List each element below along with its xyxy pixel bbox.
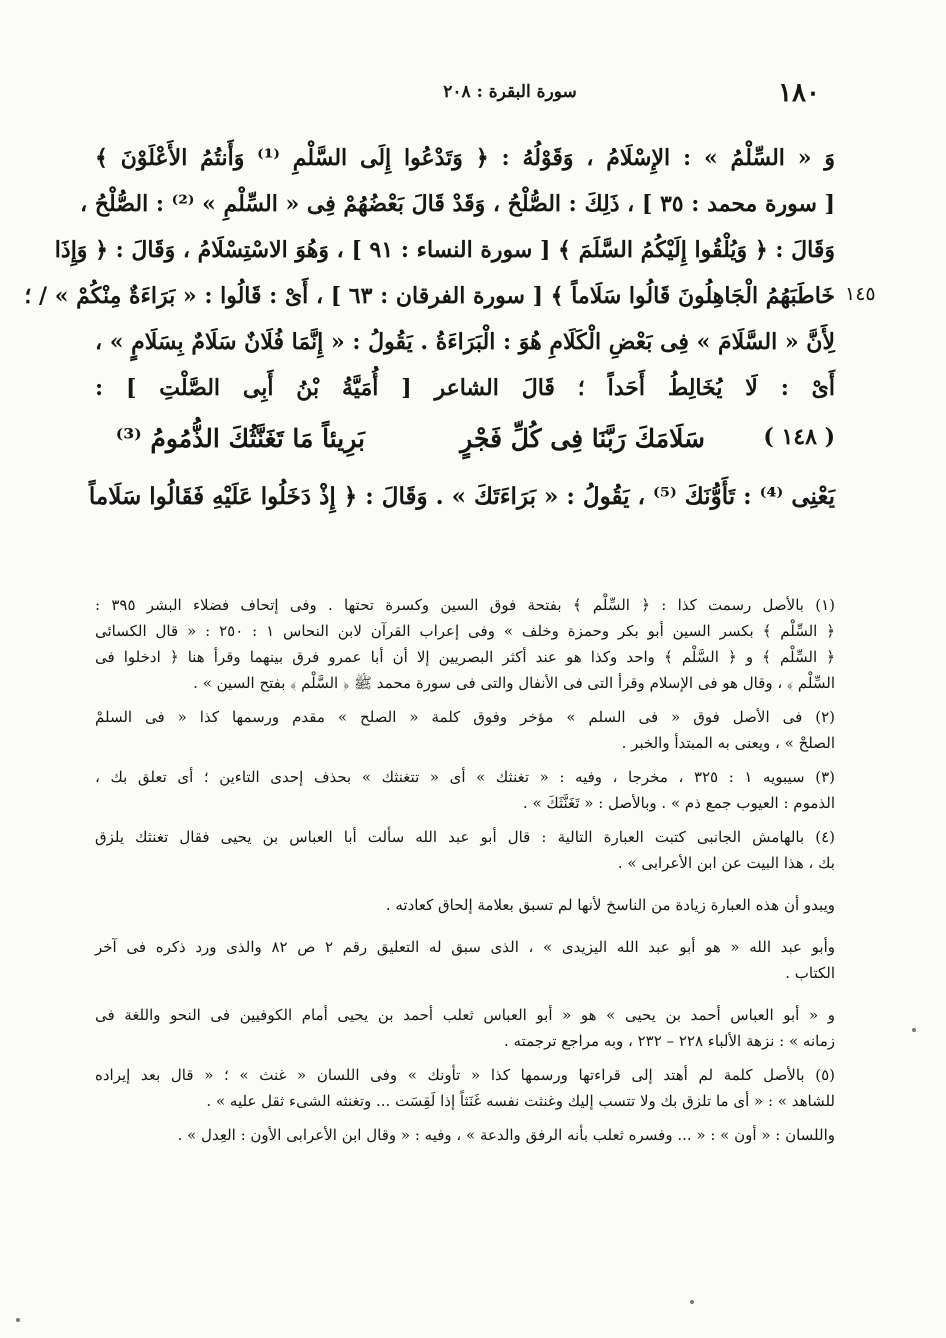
footnote-line: (٥) بالأصل كلمة لم أهتد إلى قراءتها ورسمها كذا « تأونك » وفى اللسان « غنث » ؛ « قال بعد إيراده: [95, 1066, 835, 1084]
running-head: سورة البقرة : ٢٠٨: [443, 82, 577, 102]
scan-speck: [912, 1028, 916, 1032]
main-line-after-verse: يَعْنِى ⁽⁴⁾ : تَأَوُّنَكَ ⁽⁵⁾ ، يَقُولُ : « بَرَاءَتَكَ » . وَقَالَ : ﴿ إِذْ دَخَلُوا عَلَيْهِ فَقَالُوا سَلَاماً: [88, 483, 835, 510]
footnotes: [95, 592, 835, 1148]
poetry-verse: [95, 418, 835, 468]
main-line: خَاطَبَهُمُ الْجَاهِلُونَ قَالُوا سَلَاماً ﴾ [ سورة الفرقان : ٦٣ ] ، أَىْ : قَالُوا : « بَرَاءَةٌ مِنْكُمْ » / ؛: [24, 283, 835, 309]
main-line: وَقَالَ : ﴿ وَيُلْقُوا إِلَيْكُمُ السَّلَمَ ﴾ [ سورة النساء : ٩١ ] ، وَهُوَ الاسْتِسْلَامُ ، وَقَالَ : ﴿ وَإِذَا: [54, 237, 835, 263]
footnote-line: (٤) بالهامش الجانبى كتبت العبارة التالية : قال أبو عبد الله سألت أبا العباس بن يحيى فقال تغنثك يلزق: [95, 828, 835, 846]
verse-first-hemistich: سَلَامَكَ رَبَّنَا فِى كُلِّ فَجْرٍ: [460, 424, 705, 453]
verse-number: ( ١٤٨ ): [763, 424, 835, 450]
footnote-line: (٢) فى الأصل فوق « فى السلم » مؤخر وفوق كلمة « الصلح » مقدم ورسمها كذا « فى السلمْ: [95, 708, 835, 726]
page-number: ١٨٠: [778, 78, 820, 108]
footnote-line: الكتاب .: [785, 964, 835, 982]
footnote-line: وأبو عبد الله « هو أبو عبد الله اليزيدى » ، الذى سبق له التعليق رقم ٢ ص ٨٢ والذى ورد ذكره فى آخر: [95, 938, 836, 956]
footnote-line: الذموم : العيوب جمع ذم » . وبالأصل : « تَغَنَّثَكَ » .: [522, 794, 835, 812]
main-line: لِأَنَّ « السَّلَامَ » فِى بَعْضِ الْكَلَامِ هُوَ : الْبَرَاءَةُ . يَقُولُ : « إِنَّمَا فُلَانٌ سَلَامٌ بِسَلَامٍ » ،: [95, 329, 835, 355]
footnote-line: الصلحْ » ، ويعنى به المبتدأ والخبر .: [621, 734, 835, 752]
footnote-4-note-c: [95, 1002, 835, 1054]
footnote-3: [95, 764, 835, 816]
scan-speck: [16, 1318, 20, 1322]
main-line: وَ « السِّلْمُ » : الإِسْلَامُ ، وَقَوْلُهُ : ﴿ وَتَدْعُوا إِلَى السَّلْمِ ⁽¹⁾ وَأَنتُمُ الأَعْلَوْنَ ﴾: [95, 145, 835, 171]
main-line: أَىْ : لَا يُخَالِطُ أَحَداً ؛ قَالَ الشاعر [ أُمَيَّةُ بْنُ أَبِى الصَّلْتِ ] :: [95, 375, 835, 401]
footnote-1: [95, 592, 835, 696]
footnote-line: ﴿ السِّلْم ﴾ و ﴿ السَّلْم ﴾ واحد وكذا هو عند أكثر البصريين إلا أن أبا عمرو فرق بينهما وقرأ هنا ﴿ ادخلوا فى: [95, 648, 835, 666]
footnote-line: ﴿ السِّلْم ﴾ بكسر السين أبو بكر وحمزة وخلف » وفى إعراب القرآن لابن النحاس ١ : ٢٥٠ : « قال الكسائى: [95, 622, 836, 640]
margin-number: ١٤٥: [845, 283, 876, 305]
footnote-2: [95, 704, 835, 756]
footnote-line: (٣) سيبويه ١ : ٣٢٥ ، مخرجا ، وفيه : « تغنثك » أى « تتغنثك » بحذف إحدى التاءين ؛ أى تعلق بك ،: [95, 768, 835, 786]
footnote-line: زمانه » : نزهة الألباء ٢٢٨ – ٢٣٢ ، وبه مراجع ترجمته .: [504, 1032, 835, 1050]
main-text: [24, 135, 835, 411]
footnote-4: [95, 824, 835, 876]
page-header: [120, 78, 820, 112]
footnote-line: السِّلْم ﴾ ، وقال هو فى الإسلام وقرأ التى فى الأنفال والتى فى سورة محمد ﷺ ﴿ السَّلْم ﴾ بفتح السين » .: [193, 674, 835, 692]
footnote-line: بك ، هذا البيت عن ابن الأعرابى » .: [617, 854, 835, 872]
footnote-4-note-b: [95, 934, 835, 986]
footnote-4-note-a: [95, 892, 835, 918]
scan-speck: [690, 1300, 694, 1304]
footnote-line: (١) بالأصل رسمت كذا : ﴿ السِّلْم ﴾ بفتحة فوق السين وكسرة تحتها . وفى إتحاف فضلاء البشر ٣٩٥ :: [95, 596, 835, 614]
footnote-line: و « أبو العباس أحمد بن يحيى » هو « أبو العباس ثعلب أحمد بن يحيى أمام الكوفيين فى النحو واللغة فى: [95, 1006, 835, 1024]
footnote-line: للشاهد » : « أى ما تلزق بك ولا تتسب إليك وغنثت نفسه غَنَثاً إذا لَقِسَت ... وتغنثه الشىء ثقل عليه » .: [206, 1092, 835, 1110]
footnote-5: [95, 1062, 835, 1114]
verse-second-hemistich: بَرِيئاً مَا تَغَنَّثُكَ الذُّمُومُ ⁽³⁾: [115, 424, 365, 453]
main-line: [ سورة محمد : ٣٥ ] ، ذَلِكَ : الصُّلْحُ ، وَقَدْ قَالَ بَعْضُهُمْ فِى « السِّلْمِ » ⁽²⁾ : الصُّلْحُ ،: [80, 191, 835, 217]
footnote-5-note-a: [95, 1122, 835, 1148]
footnote-line: ويبدو أن هذه العبارة زيادة من الناسخ لأنها لم تسبق بعلامة إلحاق كعادته .: [385, 896, 835, 914]
footnote-line: واللسان : « أون » : « ... وفسره ثعلب بأنه الرفق والدعة » ، وفيه : « وقال ابن الأعرابى الأون : العِدل » .: [177, 1126, 835, 1144]
